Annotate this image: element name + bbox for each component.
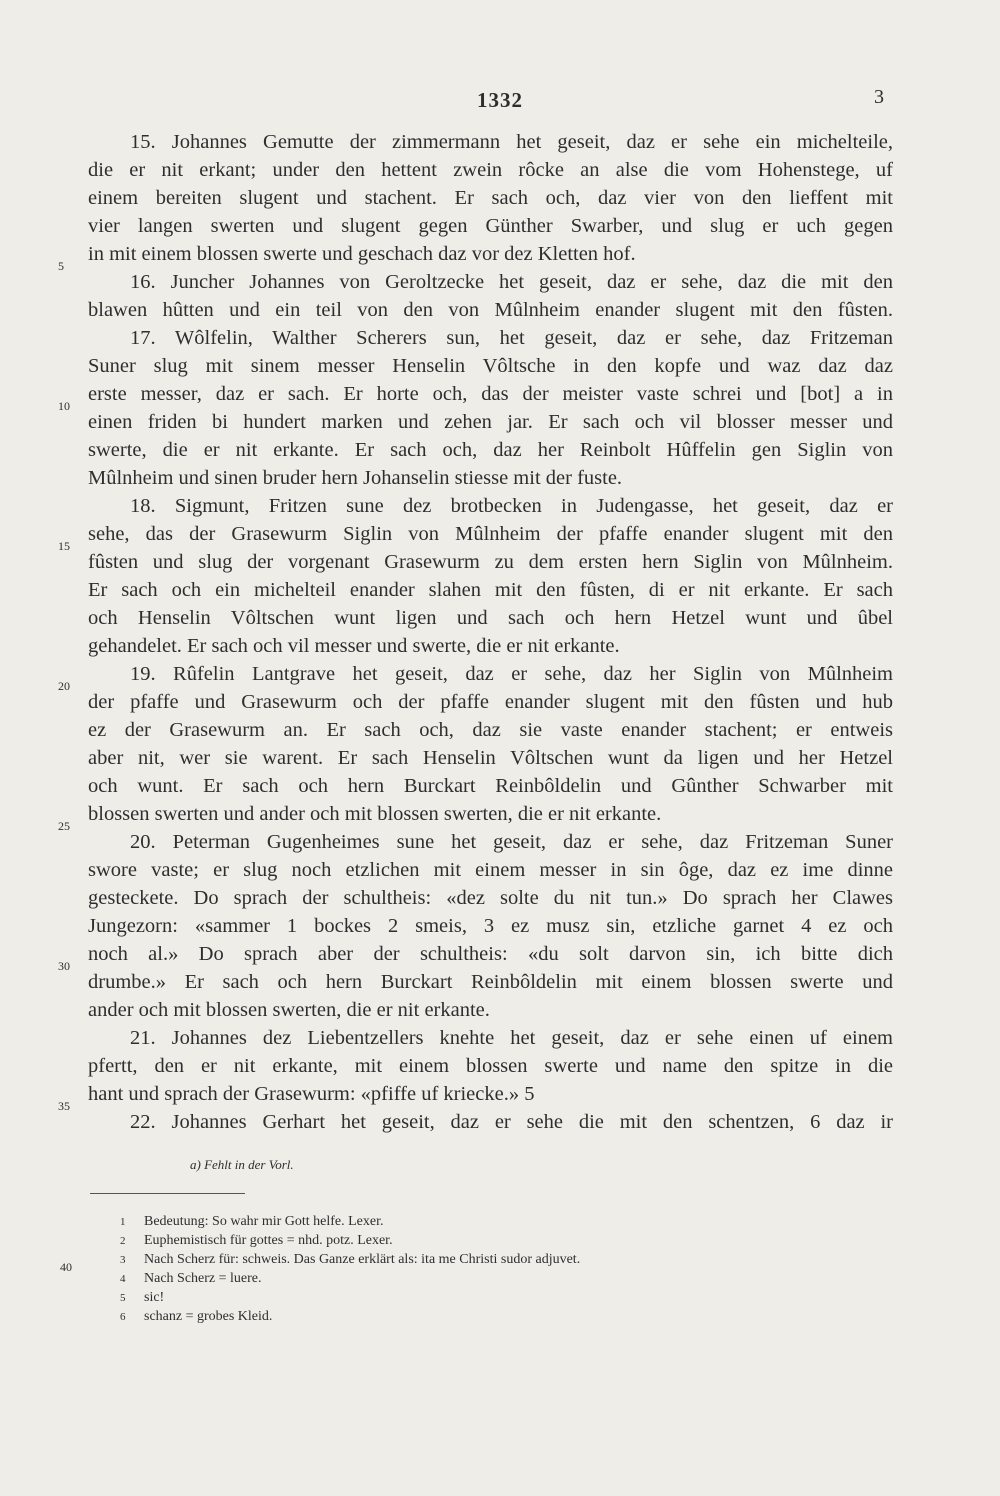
line-number: 10 <box>58 399 70 413</box>
footnote-number: 5 <box>120 1292 126 1304</box>
footnote-number: 3 <box>120 1254 126 1266</box>
text-line: ez der Grasewurm an. Er sach och, daz sie vaste enander stachent; er entweis <box>88 719 893 741</box>
text-line: Suner slug mit sinem messer Henselin Vôltsche in den kopfe und waz daz daz <box>88 355 893 377</box>
text-line: Mûlnheim und sinen bruder hern Johanselin stiesse mit der fuste. <box>88 467 623 489</box>
text-line: 20. Peterman Gugenheimes sune het geseit, daz er sehe, daz Fritzeman Suner <box>130 831 893 853</box>
text-line: Er sach och ein michelteil enander slahen mit den fûsten, di er nit erkante. Er sach <box>88 579 893 601</box>
text-line: erste messer, daz er sach. Er horte och, das der meister vaste schrei und [bot] a in <box>88 383 893 405</box>
text-line: 18. Sigmunt, Fritzen sune dez brotbecken in Judengasse, het geseit, daz er <box>130 495 893 517</box>
text-line: 17. Wôlfelin, Walther Scherers sun, het geseit, daz er sehe, daz Fritzeman <box>130 327 893 349</box>
text-line: hant und sprach der Grasewurm: «pfiffe uf kriecke.» 5 <box>88 1083 535 1105</box>
footnote-text: Nach Scherz für: schweis. Das Ganze erklärt als: ita me Christi sudor adjuvet. <box>144 1252 581 1267</box>
line-number: 5 <box>58 259 64 273</box>
footnote <box>120 1288 164 1308</box>
text-line: die er nit erkant; under den hettent zwein rôcke an alse die vom Hohenstege, uf <box>88 159 893 181</box>
text-line: 15. Johannes Gemutte der zimmermann het geseit, daz er sehe ein michelteile, <box>130 131 893 153</box>
text-line: pfertt, den er nit erkante, mit einem blossen swerte und name den spitze in die <box>88 1055 893 1077</box>
text-line: einen friden bi hundert marken und zehen jar. Er sach och vil blosser messer und <box>88 411 893 433</box>
text-line: 16. Juncher Johannes von Geroltzecke het geseit, daz er sehe, daz die mit den <box>130 271 893 293</box>
line-number: 15 <box>58 539 70 553</box>
text-line: och wunt. Er sach och hern Burckart Reinbôldelin und Gûnther Schwarber mit <box>88 775 893 797</box>
text-line: swore vaste; er slug noch etzlichen mit einem messer in sin ôge, daz ez ime dinne <box>88 859 893 881</box>
page-number: 3 <box>874 86 884 108</box>
footnote <box>120 1307 272 1327</box>
text-line: Jungezorn: «sammer 1 bockes 2 smeis, 3 ez musz sin, etzliche garnet 4 ez och <box>88 915 893 937</box>
footnote-text: Nach Scherz = luere. <box>144 1271 262 1286</box>
line-number: 40 <box>60 1260 72 1274</box>
text-line: der pfaffe und Grasewurm och der pfaffe enander slugent mit den fûsten und hub <box>88 691 893 713</box>
line-number: 25 <box>58 819 70 833</box>
text-line: ander och mit blossen swerten, die er nit erkante. <box>88 999 490 1021</box>
footnote-text: Bedeutung: So wahr mir Gott helfe. Lexer. <box>144 1214 384 1229</box>
text-line: gesteckete. Do sprach der schultheis: «dez solte du nit tun.» Do sprach her Clawes <box>88 887 893 909</box>
line-number: 30 <box>58 959 70 973</box>
footnote <box>120 1250 580 1270</box>
text-line: aber nit, wer sie warent. Er sach Henselin Vôltschen wunt da ligen und her Hetzel <box>88 747 893 769</box>
text-line: blossen swerten und ander och mit blossen swerten, die er nit erkante. <box>88 803 662 825</box>
footnote-divider <box>90 1193 245 1194</box>
text-line: vier langen swerten und slugent gegen Günther Swarber, und slug er uch gegen <box>88 215 893 237</box>
text-line: noch al.» Do sprach aber der schultheis: «du solt darvon sin, ich bitte dich <box>88 943 893 965</box>
footnote <box>120 1212 384 1232</box>
footnote <box>120 1231 393 1251</box>
text-line: 22. Johannes Gerhart het geseit, daz er sehe die mit den schentzen, 6 daz ir <box>130 1111 893 1133</box>
text-critical-note: a) Fehlt in der Vorl. <box>190 1157 294 1172</box>
text-line: drumbe.» Er sach och hern Burckart Reinbôldelin mit einem blossen swerte und <box>88 971 893 993</box>
page-header-year: 1332 <box>477 88 523 112</box>
text-line: blawen hûtten und ein teil von den von Mûlnheim enander slugent mit den fûsten. <box>88 299 893 321</box>
text-line: 19. Rûfelin Lantgrave het geseit, daz er sehe, daz her Siglin von Mûlnheim <box>130 663 893 685</box>
text-line: in mit einem blossen swerte und geschach daz vor dez Kletten hof. <box>88 243 636 265</box>
text-line: fûsten und slug der vorgenant Grasewurm zu dem ersten hern Siglin von Mûlnheim. <box>88 551 893 573</box>
footnote-text: schanz = grobes Kleid. <box>144 1309 273 1324</box>
text-line: och Henselin Vôltschen wunt ligen und sach och hern Hetzel wunt und ûbel <box>88 607 893 629</box>
footnote-number: 1 <box>120 1216 126 1228</box>
text-line: gehandelet. Er sach och vil messer und swerte, die er nit erkante. <box>88 635 620 657</box>
footnote-number: 6 <box>120 1311 126 1323</box>
line-number: 20 <box>58 679 70 693</box>
footnote-number: 4 <box>120 1273 126 1285</box>
footnote-text: Euphemistisch für gottes = nhd. potz. Lexer. <box>144 1233 393 1248</box>
footnote-text: sic! <box>144 1290 165 1305</box>
text-line: sehe, das der Grasewurm Siglin von Mûlnheim der pfaffe enander slugent mit den <box>88 523 893 545</box>
footnote <box>120 1269 262 1289</box>
line-number: 35 <box>58 1099 70 1113</box>
text-line: swerte, die er nit erkante. Er sach och, daz her Reinbolt Hûffelin gen Siglin von <box>88 439 893 461</box>
footnote-number: 2 <box>120 1235 126 1247</box>
text-line: 21. Johannes dez Liebentzellers knehte het geseit, daz er sehe einen uf einem <box>130 1027 893 1049</box>
text-line: einem bereiten slugent und stachent. Er sach och, daz vier von den lieffent mit <box>88 187 893 209</box>
